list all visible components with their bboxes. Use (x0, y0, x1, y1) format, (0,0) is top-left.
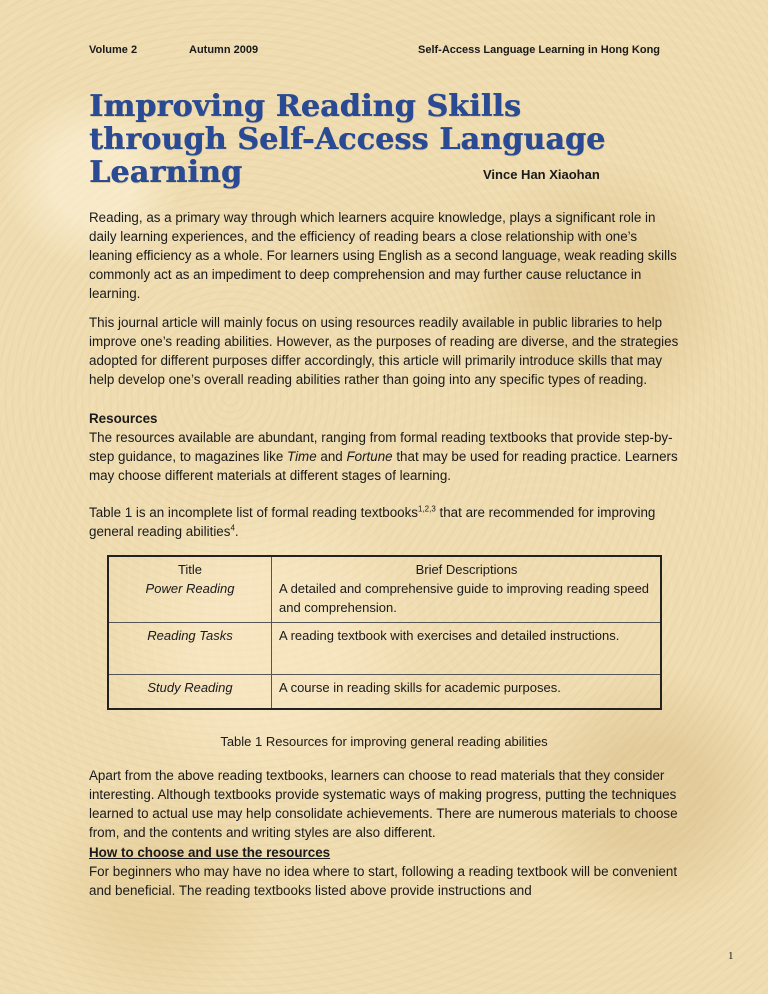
book-title: Power Reading (145, 581, 235, 596)
resources-text-c: that may be used for reading practice. Learners may choose different materials at different stages of learning. (89, 449, 678, 483)
table-intro-text-2: that are recommended for improving general reading abilities (89, 505, 656, 539)
page-number: 1 (728, 950, 734, 962)
header-journal: Self-Access Language Learning in Hong Kong (418, 44, 661, 56)
magazine-time: Time (287, 449, 317, 464)
book-description: A course in reading skills for academic purposes. (272, 674, 662, 709)
paragraph-materials: Apart from the above reading textbooks, learners can choose to read materials that they consider interesting. Although textbooks provide systematic ways of making progress, putting the techniques learned to actual use may help consolidate achievements. There are numerous materials to choose from, and the contents and writing styles are also different. (89, 768, 678, 840)
table-cell-title (108, 674, 272, 709)
table-caption: Table 1 Resources for improving general reading abilities (220, 734, 548, 749)
resources-section (89, 409, 679, 485)
article-author: Vince Han Xiaohan (483, 167, 600, 182)
magazine-fortune: Fortune (346, 449, 393, 464)
book-description: A reading textbook with exercises and detailed instructions. (272, 622, 662, 674)
reference-superscript-4: 4 (230, 523, 235, 533)
resources-table (107, 555, 662, 710)
book-title: Reading Tasks (147, 627, 233, 643)
column-header-title: Title (177, 562, 203, 577)
choose-heading: How to choose and use the resources (89, 845, 331, 860)
table-row (108, 622, 661, 674)
paragraph-focus: This journal article will mainly focus on using resources readily available in public libraries to help improve one’s reading abilities. However, as the purposes of reading are diverse, and the strategies adopted for different purposes differ accordingly, this article will primarily introduce skills that may help develop one’s overall reading abilities rather than going into any specific types of reading. (89, 315, 679, 387)
table-cell-title (108, 622, 272, 674)
column-header-desc: Brief Descriptions (415, 562, 518, 577)
table-row (108, 556, 661, 622)
header-volume: Volume 2 (89, 44, 138, 56)
paragraph-intro: Reading, as a primary way through which learners acquire knowledge, plays a significant role in daily learning experiences, and the efficiency of reading bears a close relationship with one’s leaning efficiency as a whole. For learners using English as a second language, weak reading skills commonly act as an impediment to deep comprehension and may further cause reluctance in learning. (89, 210, 677, 301)
resources-heading: Resources (89, 411, 158, 426)
table-row (108, 674, 661, 709)
table-intro (89, 503, 679, 541)
header-season: Autumn 2009 (189, 44, 259, 56)
paragraph-beginners: For beginners who may have no idea where to start, following a reading textbook will be convenient and beneficial. The reading textbooks listed above provide instructions and (89, 864, 678, 898)
resources-text-a: The resources available are abundant, ranging from formal reading textbooks that provide step-by-step guidance, to magazines like (89, 430, 673, 464)
book-title: Study Reading (147, 679, 233, 695)
table-intro-period: . (234, 524, 239, 539)
table-intro-text: Table 1 is an incomplete list of formal reading textbooks (89, 505, 418, 520)
article-title: Improving Reading Skills through Self-Access Language Learning (89, 89, 606, 190)
resources-text-b: and (316, 449, 347, 464)
table-cell-title (108, 556, 272, 622)
reference-superscript: 1,2,3 (418, 504, 436, 514)
table-cell-desc (272, 556, 662, 622)
book-description: A detailed and comprehensive guide to improving reading speed and comprehension. (279, 581, 650, 615)
choose-section (89, 843, 679, 900)
